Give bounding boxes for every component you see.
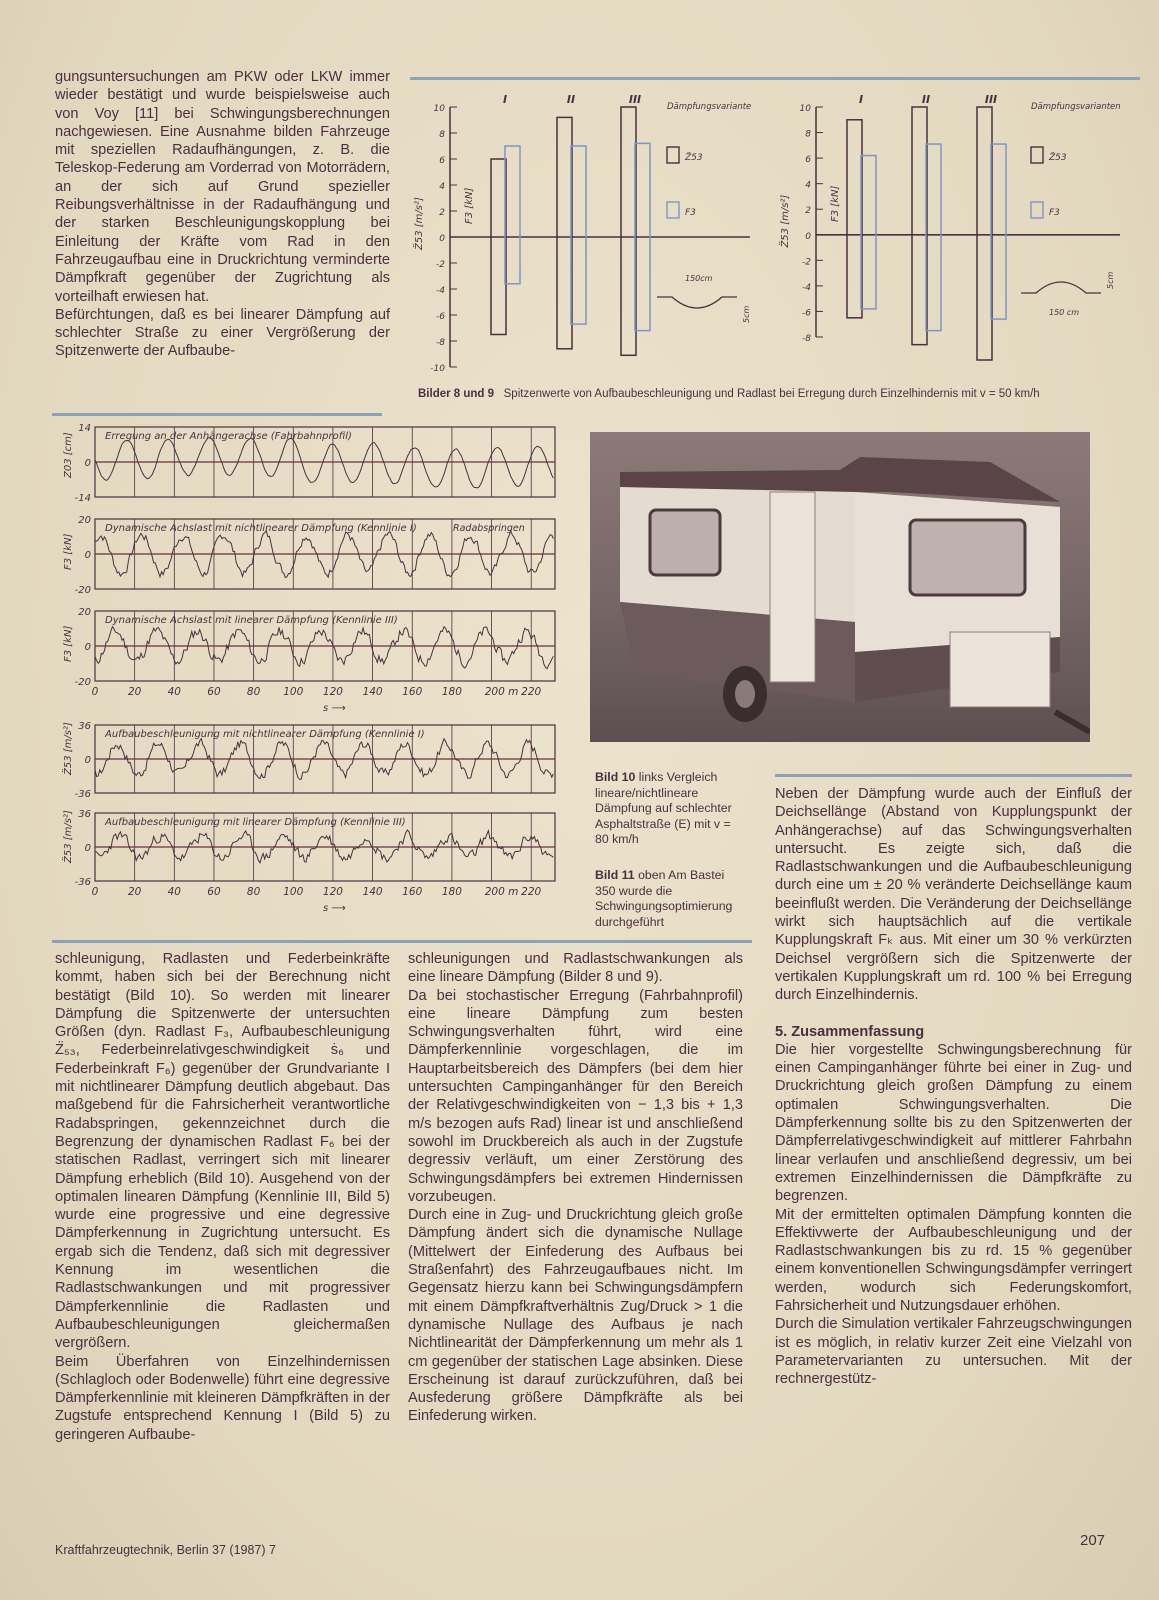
y-tick-label: -36 [74, 789, 91, 800]
y-tick-label: -6 [436, 312, 445, 322]
inset-label-length: 150 cm [1049, 308, 1080, 317]
inset-label-length: 150cm [685, 274, 713, 283]
bar-Z53-II [912, 107, 927, 345]
bar-Z53-III [621, 107, 636, 355]
journal-footer: Kraftfahrzeugtechnik, Berlin 37 (1987) 7 [55, 1543, 276, 1557]
caption-text: links Vergleich lineare/nichtlineare Dämpfung auf schlechter Asphaltstraße (E) mit v = 80 km/h [595, 770, 732, 846]
y-tick-label: -20 [74, 585, 91, 596]
paragraph: Beim Überfahren von Einzelhindernissen (Schlagloch oder Bodenwelle) führt eine degressive Dämpferkennlinie mit kleineren Dämpfkräften in der Zugstufe entsprechend Kennung I (Bild 5) zu geringeren Aufbaube- [55, 1353, 390, 1443]
y-axis-label: Z̈53 [m/s²] [63, 722, 74, 775]
y-tick-label: -10 [430, 364, 445, 374]
y-axis-label: F3 [kN] [63, 533, 74, 570]
x-tick-label: 40 [167, 886, 181, 898]
caravan-illustration [590, 432, 1090, 742]
x-tick-label: 220 [521, 886, 542, 898]
y-tick-label: 36 [78, 721, 91, 732]
y-tick-label: -2 [436, 260, 445, 270]
y-axis-label-1: Z̈53 [m/s²] [414, 197, 425, 250]
y-axis-label: Z03 [cm] [63, 432, 74, 478]
y-tick-label: 2 [805, 206, 811, 217]
paragraph: schleunigung, Radlasten und Federbeinkräfte kommt, haben sich bei der Berechnung nicht bestätigt (Bild 10). So werden mit linearer Dämpfung die Spitzenwerte der untersuchten Größen (dyn. Radlast F₃, Aufbaubeschleunigung Z̈₅₃, Federbeinrelativgeschwindigkeit ṡ₆ und Federbeinkraft F₆) gegenüber der Grundvariante I mit nichtlinearer Dämpfung deutlich abgebaut. Das maßgebend für die Fahrsicherheit verantwortliche Radabspringen, gekennzeichnet durch die Begrenzung der dynamischen Radlast F₆ bei der statischen Radlast, verringert sich mit linearer Dämpfung erheblich (Bild 10). Ausgehend von der optimalen linearen Dämpfung (Kennlinie III, Bild 5) wurde eine progressive und eine degressive Dämpferkennung in Zugrichtung untersucht. Es ergab sich die Tendenz, daß sich mit degressiver Kennung im wesentlichen die Radlastschwankungen und mit progressiver Dämpferkennlinie die Radlasten und Aufbaubeschleunigungen gleichermaßen vergrößern. [55, 951, 390, 1352]
x-tick-label: 160 [402, 686, 423, 698]
paragraph: schleunigungen und Radlastschwankungen als eine lineare Dämpfung (Bilder 8 und 9). [408, 951, 743, 986]
category-label: I [858, 93, 864, 106]
x-tick-label: 60 [207, 886, 221, 898]
y-tick-label: 6 [439, 156, 445, 166]
divider-rule-top [410, 77, 1140, 80]
bar-F3-I [505, 146, 520, 284]
y-tick-label: 20 [78, 515, 91, 526]
figure-9-bar-chart [778, 85, 1143, 385]
x-tick-label: 40 [167, 686, 181, 698]
paragraph: Da bei stochastischer Erregung (Fahrbahnprofil) eine lineare Dämpfung zum besten Schwingungsverhalten führt, wird eine Dämpferkennlinie vorgeschlagen, die im Hauptarbeitsbereich des Dämpfers (bei dem hier untersuchten Campinganhänger für den Bereich der Relativgeschwindigkeiten von − 1,3 bis + 1,3 m/s bezogen aufs Rad) linear ist und anschließend sowohl im Druckbereich als auch in der Zugstufe degressiv verläuft, um einer Zerstörung des Schwingungsdämpfers bei extremen Hindernissen vorzubeugen. [408, 987, 743, 1205]
legend-label: F3 [685, 208, 696, 218]
panel-title: Dynamische Achslast mit nichtlinearer Dämpfung (Kennlinie I) [105, 523, 417, 534]
y-axis-label-1: Z̈53 [m/s²] [780, 194, 791, 248]
x-tick-label: 180 [441, 886, 462, 898]
page-number: 207 [1080, 1532, 1106, 1549]
right-column-text [775, 785, 1132, 1389]
signal-trace [95, 438, 553, 488]
x-tick-label: 0 [91, 886, 99, 898]
y-tick-label: 4 [805, 180, 811, 191]
caption-text: oben Am Bastei 350 wurde die Schwingungsoptimierung durchgeführt [595, 868, 733, 929]
y-tick-label: -4 [436, 286, 445, 296]
legend-label: F3 [1049, 208, 1060, 218]
bar-Z53-I [491, 159, 506, 335]
y-tick-label: -20 [74, 677, 91, 688]
caption-label: Bild 11 [595, 868, 635, 882]
figure-10-caption [595, 770, 745, 848]
y-tick-label: 0 [439, 234, 445, 244]
x-tick-label: 100 [283, 686, 304, 698]
legend-title: Dämpfungsvarianten [1031, 102, 1121, 112]
bar-F3-II [571, 146, 586, 324]
y-tick-label: 36 [78, 809, 91, 820]
y-tick-label: -8 [802, 334, 811, 344]
y-tick-label: -2 [802, 257, 811, 268]
x-tick-label: 80 [246, 686, 261, 698]
y-tick-label: -8 [436, 338, 445, 348]
caption-label: Bild 10 [595, 770, 636, 784]
figure-8-9-caption [418, 387, 1130, 401]
y-axis-label-2: F3 [kN] [464, 187, 475, 224]
x-tick-label: 140 [362, 686, 383, 698]
x-tick-label: 20 [127, 886, 142, 898]
y-tick-label: 0 [84, 550, 91, 561]
y-axis-label: Z̈53 [m/s²] [63, 810, 74, 863]
legend-label: Z̈53 [1049, 153, 1067, 163]
paragraph: Neben der Dämpfung wurde auch der Einfluß der Deichsellänge (Abstand von Kupplungspunkt der Anhängerachse) auf das Schwingungsverhalten untersucht. Es zeigte sich, daß die Radlastschwankungen und die Aufbaubeschleunigung durch eine um ± 20 % veränderte Deichsellänge kaum beeinflußt werden. Die Veränderung der Deichsellänge wirkt sich hauptsächlich auf die vertikale Kupplungskraft Fₖ aus. Mit einer um 30 % verkürzten Deichsel vergrößern sich die Spitzenwerte der vertikalen Kupplungskraft um rd. 100 % bei Erregung durch Einzelhindernis. [775, 786, 1132, 1004]
x-axis-label: s ⟶ [323, 703, 346, 714]
paragraph: Befürchtungen, daß es bei linearer Dämpfung auf schlechter Straße zu einer Vergrößerung der Spitzenwerte der Aufbaube- [55, 306, 390, 360]
legend-title: Dämpfungsvariante [667, 102, 752, 112]
y-tick-label: 8 [439, 130, 445, 140]
figure-11-caption [595, 868, 745, 930]
category-label: II [921, 93, 931, 106]
category-label: II [566, 93, 576, 106]
divider-rule-bottom [52, 940, 752, 943]
y-tick-label: 10 [433, 104, 445, 114]
divider-rule-left-mid [52, 413, 382, 416]
y-tick-label: -4 [802, 282, 811, 293]
signal-trace [95, 627, 553, 669]
road-profile-inset [1021, 282, 1101, 293]
legend-swatch [1031, 202, 1043, 218]
panel-title: Erregung an der Anhängerachse (Fahrbahnprofil) [105, 431, 352, 442]
category-label: III [984, 93, 998, 106]
paragraph: Die hier vorgestellte Schwingungsberechnung für einen Campinganhänger führte bei einer in Zug- und Druckrichtung gleich großen Dämpfung zu einem optimalen Schwingungsverhalten. Die Dämpferkennung sollte bis zu den Spitzenwerten der Dämpferrelativgeschwindigkeit auf mittlerer Fahrbahn linear verlaufen und anschließend degressiv, um bei extremen Einzelhindernissen die Dämpfkräfte zu begrenzen. [775, 1041, 1132, 1205]
left-column-top-text [55, 68, 390, 361]
y-axis-label-2: F3 [kN] [830, 185, 841, 222]
bar-F3-III [991, 144, 1006, 319]
y-tick-label: -14 [74, 493, 91, 504]
bar-F3-II [926, 144, 941, 331]
y-tick-label: 2 [439, 208, 445, 218]
road-profile-inset [657, 297, 737, 308]
x-tick-label: 140 [362, 886, 383, 898]
caravan-photo [590, 432, 1090, 742]
y-tick-label: 6 [805, 155, 811, 166]
x-tick-label: 80 [246, 886, 261, 898]
bar-Z53-II [557, 117, 572, 348]
y-tick-label: 10 [799, 104, 811, 114]
annotation-label: Radabspringen [453, 523, 525, 534]
y-tick-label: 0 [84, 458, 91, 469]
bottom-middle-column-text [408, 950, 743, 1426]
paragraph: Mit der ermittelten optimalen Dämpfung konnten die Effektivwerte der Aufbaubeschleunigung und der Radlastschwankungen bis zu rd. 15 % gegenüber einem konventionellen Schwingungsdämpfer verringert werden, wodurch sich Federungskomfort, Fahrsicherheit und Nutzungsdauer erhöhen. [775, 1206, 1132, 1315]
bar-F3-I [861, 156, 876, 309]
x-tick-label: 180 [441, 686, 462, 698]
x-tick-label: 200 m [484, 886, 519, 898]
panel-title: Aufbaubeschleunigung mit nichtlinearer Dämpfung (Kennlinie I) [105, 729, 425, 740]
section-heading: 5. Zusammenfassung [775, 1023, 925, 1040]
paragraph: gungsuntersuchungen am PKW oder LKW immer wieder bestätigt und wurde beispielsweise auch von Voy [11] bei Schwingungsberechnungen nachgewiesen. Eine Ausnahme bilden Fahrzeuge mit speziellen Radaufhängungen, z. B. die Teleskop-Federung am Vorderrad von Motorrädern, an der sich auf Grund spezieller Reibungsverhältnisse in der Radaufhängung und der starken Beschleunigungskopplung bei Einleitung der Kräfte vom Rad in den Fahrzeugaufbau eine in Druckrichtung verminderte Dämpfkraft gegenüber der Zugrichtung als vorteilhaft erwiesen hat. [55, 69, 390, 305]
divider-rule-right-mid [775, 774, 1132, 777]
y-tick-label: 0 [84, 843, 91, 854]
y-axis-label: F3 [kN] [63, 625, 74, 662]
y-tick-label: -36 [74, 877, 91, 888]
figure-10-acceleration-charts [50, 720, 585, 930]
x-tick-label: 220 [521, 686, 542, 698]
y-tick-label: 8 [805, 129, 811, 140]
inset-label-height: 5cm [1106, 271, 1115, 289]
caption-label: Bilder 8 und 9 [418, 388, 495, 400]
y-tick-label: 0 [84, 755, 91, 766]
y-tick-label: -6 [802, 308, 811, 319]
y-tick-label: 14 [78, 423, 91, 434]
x-tick-label: 200 m [484, 686, 519, 698]
category-label: I [502, 93, 508, 106]
paragraph: Durch die Simulation vertikaler Fahrzeugschwingungen ist es möglich, in relativ kurzer Zeit eine Vielzahl von Parametervarianten zu untersuchen. Mit der rechnergestütz- [775, 1316, 1132, 1388]
figure-10-line-charts [50, 420, 585, 730]
x-axis-label: s ⟶ [323, 903, 346, 914]
category-label: III [628, 93, 642, 106]
y-tick-label: 4 [439, 182, 445, 192]
x-tick-label: 0 [91, 686, 99, 698]
figure-8-bar-chart [405, 85, 775, 375]
bar-Z53-III [977, 107, 992, 360]
x-tick-label: 60 [207, 686, 221, 698]
x-tick-label: 160 [402, 886, 423, 898]
y-tick-label: 0 [805, 231, 811, 242]
y-tick-label: 0 [84, 642, 91, 653]
y-tick-label: 20 [78, 607, 91, 618]
panel-title: Aufbaubeschleunigung mit linearer Dämpfung (Kennlinie III) [105, 817, 406, 828]
x-tick-label: 100 [283, 886, 304, 898]
x-tick-label: 120 [322, 686, 343, 698]
legend-label: Z̈53 [685, 153, 703, 163]
bar-Z53-I [847, 120, 862, 318]
caption-text: Spitzenwerte von Aufbaubeschleunigung und Radlast bei Erregung durch Einzelhindernis mit v = 50 km/h [503, 388, 1040, 400]
legend-swatch [1031, 147, 1043, 163]
x-tick-label: 20 [127, 686, 142, 698]
panel-title: Dynamische Achslast mit linearer Dämpfung (Kennlinie III) [105, 615, 398, 626]
x-tick-label: 120 [322, 886, 343, 898]
inset-label-height: 5cm [742, 305, 751, 323]
legend-swatch [667, 147, 679, 163]
paragraph: Durch eine in Zug- und Druckrichtung gleich große Dämpfung ändert sich die dynamische Nullage (Mittelwert der Einfederung des Aufbaus bei Straßenfahrt) des Fahrzeugaufbaues nicht. Im Gegensatz hierzu kann bei Schwingungsdämpfern mit einem Dämpfkraftverhältnis Zug/Druck > 1 die dynamische Nullage des Aufbaus je nach Nichtlinearität der Dämpferkennung um mehr als 1 cm gegenüber der statischen Lage absinken. Diese Erscheinung ist darauf zurückzuführen, daß bei Ausfederung größere Dämpfkräfte als bei Einfederung wirken. [408, 1207, 743, 1425]
bottom-left-column-text [55, 950, 390, 1444]
legend-swatch [667, 202, 679, 218]
